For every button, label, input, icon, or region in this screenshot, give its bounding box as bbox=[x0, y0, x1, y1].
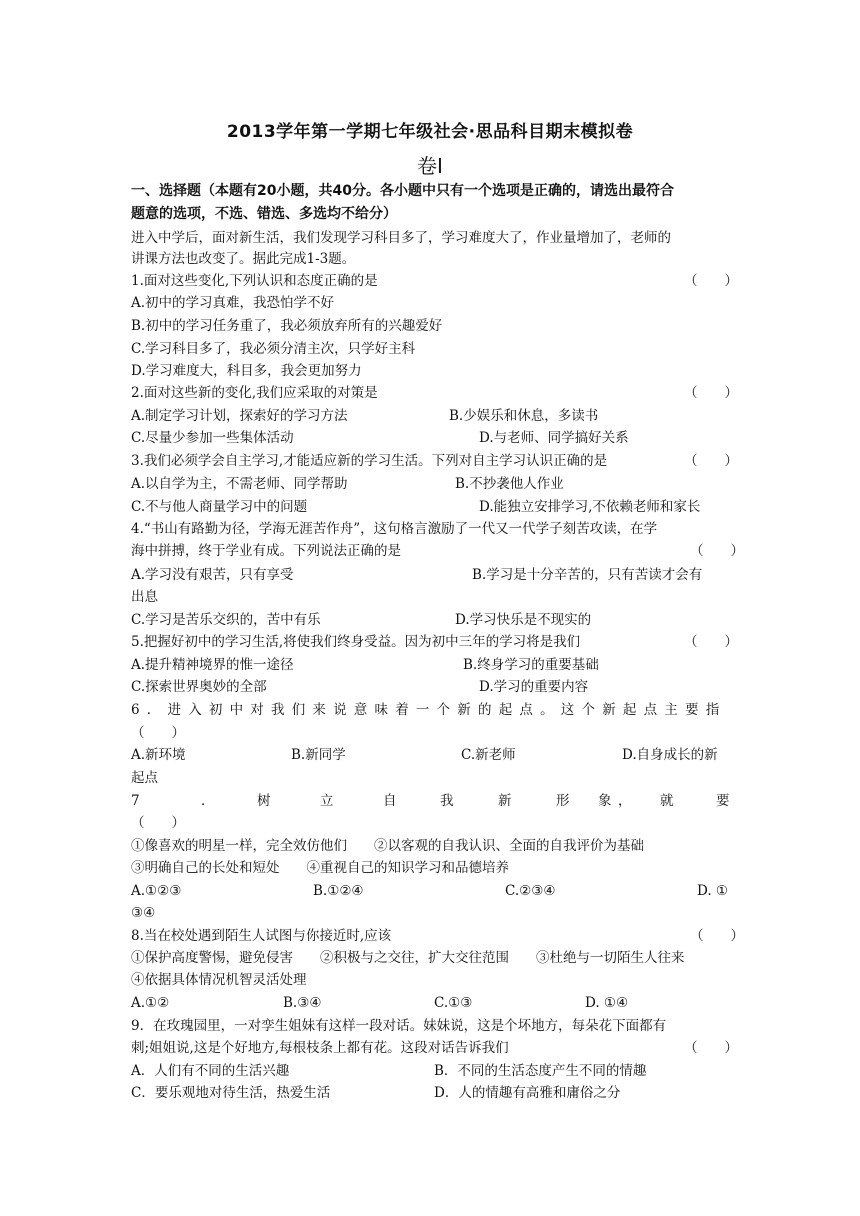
q1-answer-blank: （ ） bbox=[684, 273, 738, 289]
q5-answer-blank: （ ） bbox=[684, 634, 738, 650]
q1-option-b: B.初中的学习任务重了，我必须放弃所有的兴趣爱好 bbox=[131, 318, 443, 334]
q6-answer-blank: （ ） bbox=[131, 725, 185, 741]
q7-stem-char: 7 bbox=[131, 793, 140, 809]
q3-option-c: C.不与他人商量学习中的问题 bbox=[131, 499, 308, 515]
q5-option-c: C.探索世界奥妙的全部 bbox=[131, 679, 267, 695]
q2-option-c: C.尽量少参加一些集体活动 bbox=[131, 430, 294, 446]
q1-option-c: C.学习科目多了，我必须分清主次，只学好主科 bbox=[131, 341, 416, 357]
section-heading-line-1: 一、选择题（本题有20小题，共40分。各小题中只有一个选项是正确的，请选出最符合 bbox=[131, 183, 674, 199]
q4-option-b: B.学习是十分辛苦的，只有苦读才会有 bbox=[472, 567, 703, 583]
q8-option-a: A.①② bbox=[131, 995, 170, 1011]
q6-option-d-continued: 起点 bbox=[131, 770, 158, 786]
q5-option-a: A.提升精神境界的惟一途径 bbox=[131, 657, 294, 673]
q7-statements-1-2: ①像喜欢的明星一样，完全效仿他们 ②以客观的自我认识、全面的自我评价为基础 bbox=[131, 838, 644, 854]
q6-option-c: C.新老师 bbox=[461, 747, 516, 763]
q8-statements-1-3: ①保护高度警惕，避免侵害 ②积极与之交往，扩大交往范围 ③杜绝与一切陌生人往来 bbox=[131, 950, 685, 966]
q5-stem: 5.把握好初中的学习生活,将使我们终身受益。因为初中三年的学习将是我们 bbox=[131, 634, 581, 650]
q3-stem: 3.我们必须学会自主学习,才能适应新的学习生活。下列对自主学习认识正确的是 bbox=[131, 453, 608, 469]
q7-stem-char: 象 bbox=[598, 793, 612, 809]
q6-stem: 6．进入初中对我们来说意味着一个新的起点。这个新起点主要指 bbox=[131, 702, 727, 718]
q1-option-d: D.学习难度大，科目多，我会更加努力 bbox=[131, 363, 362, 379]
q8-statement-4: ④依据具体情况机智灵活处理 bbox=[131, 972, 307, 988]
q7-option-d: D. ① bbox=[697, 883, 729, 899]
q7-stem-char: 立 bbox=[320, 793, 334, 809]
q9-option-c: C．要乐观地对待生活，热爱生活 bbox=[131, 1085, 331, 1101]
q8-option-c: C.①③ bbox=[434, 995, 473, 1011]
q9-option-a: A．人们有不同的生活兴趣 bbox=[131, 1063, 290, 1079]
q9-stem-line-1: 9．在玫瑰园里，一对孪生姐妹有这样一段对话。妹妹说，这是个坏地方，每朵花下面都有 bbox=[131, 1018, 667, 1034]
q7-stem-char: ， bbox=[618, 793, 632, 809]
q4-option-d: D.学习快乐是不现实的 bbox=[455, 612, 592, 628]
q7-stem-char: 要 bbox=[716, 793, 730, 809]
q7-option-c: C.②③④ bbox=[505, 883, 556, 899]
section-heading-line-2: 题意的选项，不选、错选、多选均不给分） bbox=[131, 206, 397, 222]
q8-answer-blank: （ ） bbox=[690, 928, 744, 944]
q8-stem: 8.当在校处遇到陌生人试图与你接近时,应该 bbox=[131, 928, 392, 944]
q7-answer-blank: （ ） bbox=[131, 815, 185, 831]
q4-option-a: A.学习没有艰苦，只有享受 bbox=[131, 567, 294, 583]
q7-option-d-continued: ③④ bbox=[131, 905, 156, 921]
q4-option-b-continued: 出息 bbox=[131, 589, 158, 605]
q9-option-d: D．人的情趣有高雅和庸俗之分 bbox=[434, 1085, 621, 1101]
q1-option-a: A.初中的学习真难，我恐怕学不好 bbox=[131, 295, 335, 311]
intro-line-2: 讲课方法也改变了。据此完成1-3题。 bbox=[131, 251, 356, 267]
q7-stem-char: ． bbox=[201, 793, 215, 809]
intro-line-1: 进入中学后，面对新生活，我们发现学习科目多了，学习难度大了，作业量增加了，老师的 bbox=[131, 230, 671, 246]
q9-answer-blank: （ ） bbox=[684, 1040, 738, 1056]
q7-stem-char: 形 bbox=[556, 793, 570, 809]
q2-option-b: B.少娱乐和休息，多读书 bbox=[449, 408, 599, 424]
exam-title: 2013学年第一学期七年级社会·思品科目期末模拟卷 bbox=[226, 122, 634, 142]
q5-option-b: B.终身学习的重要基础 bbox=[463, 657, 599, 673]
q6-option-d: D.自身成长的新 bbox=[622, 747, 718, 763]
q3-option-a: A.以自学为主，不需老师、同学帮助 bbox=[131, 476, 348, 492]
q2-answer-blank: （ ） bbox=[684, 385, 738, 401]
q7-statements-3-4: ③明确自己的长处和短处 ④重视自己的知识学习和品德培养 bbox=[131, 860, 509, 876]
q2-option-d: D.与老师、同学搞好关系 bbox=[479, 430, 629, 446]
q7-stem-char: 新 bbox=[498, 793, 512, 809]
q4-stem-line-2: 海中拼搏，终于学业有成。下列说法正确的是 bbox=[131, 543, 401, 559]
q3-answer-blank: （ ） bbox=[684, 453, 738, 469]
q4-option-c: C.学习是苦乐交织的，苦中有乐 bbox=[131, 612, 321, 628]
q3-option-d: D.能独立安排学习,不依赖老师和家长 bbox=[479, 499, 701, 515]
q9-option-b: B．不同的生活态度产生不同的情趣 bbox=[434, 1063, 647, 1079]
q7-stem-char: 自 bbox=[383, 793, 397, 809]
q6-option-a: A.新环境 bbox=[131, 747, 186, 763]
q8-option-d: D. ①④ bbox=[585, 995, 629, 1011]
q7-stem-char: 就 bbox=[660, 793, 674, 809]
q7-option-a: A.①②③ bbox=[131, 883, 182, 899]
q7-stem-char: 树 bbox=[257, 793, 271, 809]
q4-stem-line-1: 4.“书山有路勤为径，学海无涯苦作舟”，这句格言激励了一代又一代学子刻苦攻读，在学 bbox=[131, 521, 658, 537]
q2-option-a: A.制定学习计划，探索好的学习方法 bbox=[131, 408, 348, 424]
q7-stem-char: 我 bbox=[440, 793, 454, 809]
q5-option-d: D.学习的重要内容 bbox=[479, 679, 589, 695]
q1-stem: 1.面对这些变化,下列认识和态度正确的是 bbox=[131, 273, 378, 289]
q9-stem-line-2: 刺;姐姐说,这是个好地方,每根枝条上都有花。这段对话告诉我们 bbox=[131, 1040, 509, 1056]
q3-option-b: B.不抄袭他人作业 bbox=[455, 476, 564, 492]
q7-option-b: B.①②④ bbox=[313, 883, 364, 899]
q6-option-b: B.新同学 bbox=[291, 747, 346, 763]
q8-option-b: B.③④ bbox=[283, 995, 322, 1011]
paper-part-heading: 卷Ⅰ bbox=[417, 154, 443, 178]
q2-stem: 2.面对这些新的变化,我们应采取的对策是 bbox=[131, 385, 378, 401]
q4-answer-blank: （ ） bbox=[690, 543, 744, 559]
